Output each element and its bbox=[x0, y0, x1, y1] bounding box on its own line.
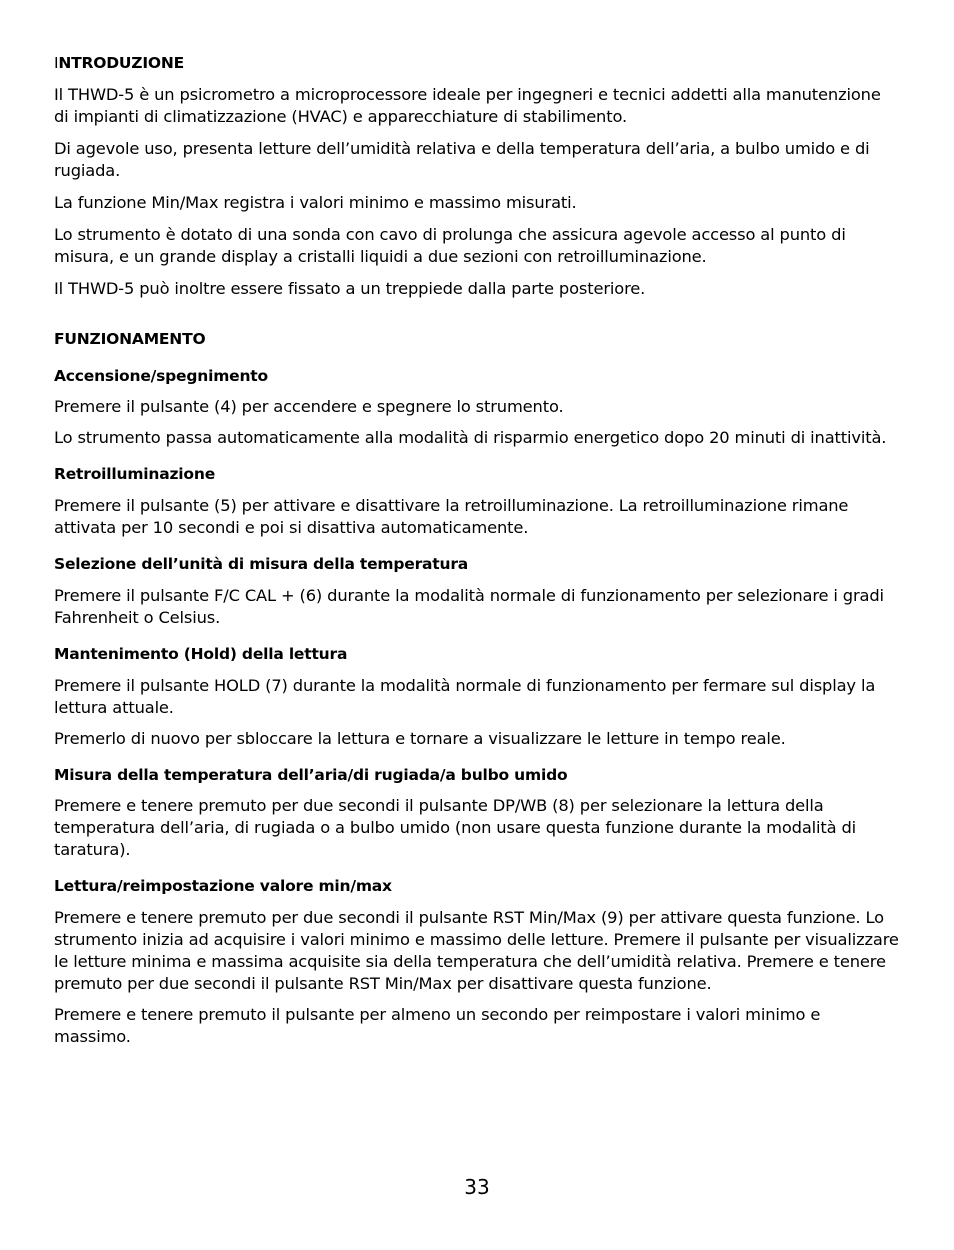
intro-paragraph: Di agevole uso, presenta letture dell’umidità relativa e della temperatura dell’aria, a bulbo umido e di rugiada. bbox=[54, 139, 870, 180]
subsection-paragraph: Premerlo di nuovo per sbloccare la lettura e tornare a visualizzare le letture in tempo reale. bbox=[54, 729, 786, 748]
page-content bbox=[54, 50, 900, 1048]
subsection-title-power: Accensione/spegnimento bbox=[54, 367, 268, 385]
subsection-paragraph: Premere e tenere premuto il pulsante per almeno un secondo per reimpostare i valori minimo e massimo. bbox=[54, 1005, 821, 1046]
page-number: 33 bbox=[464, 1175, 490, 1199]
intro-section bbox=[54, 52, 900, 300]
subsection-paragraph: Premere il pulsante HOLD (7) durante la modalità normale di funzionamento per fermare sul display la lettura attuale. bbox=[54, 676, 876, 717]
intro-paragraph: La funzione Min/Max registra i valori minimo e massimo misurati. bbox=[54, 193, 577, 212]
intro-paragraph: Il THWD-5 può inoltre essere fissato a un treppiede dalla parte posteriore. bbox=[54, 279, 646, 298]
subsection-paragraph: Lo strumento passa automaticamente alla modalità di risparmio energetico dopo 20 minuti di inattività. bbox=[54, 428, 887, 447]
subsection-title-units: Selezione dell’unità di misura della temperatura bbox=[54, 555, 469, 573]
subsection-paragraph: Premere il pulsante F/C CAL + (6) durante la modalità normale di funzionamento per selezionare i gradi Fahrenheit o Celsius. bbox=[54, 586, 884, 627]
subsection-paragraph: Premere e tenere premuto per due secondi il pulsante DP/WB (8) per selezionare la lettura della temperatura dell’aria, di rugiada o a bulbo umido (non usare questa funzione durante la modalità di taratura). bbox=[54, 796, 857, 859]
subsection-paragraph: Premere il pulsante (4) per accendere e spegnere lo strumento. bbox=[54, 397, 564, 416]
operation-heading: FUNZIONAMENTO bbox=[54, 330, 206, 348]
subsection-paragraph: Premere e tenere premuto per due secondi il pulsante RST Min/Max (9) per attivare questa funzione. Lo strumento inizia ad acquisire i valori minimo e massimo delle letture. Premere il pulsante per visualizzare le letture minima e massima acquisite sia della temperatura che dell’umidità relativa. Premere e tenere premuto per due secondi il pulsante RST Min/Max per disattivare questa funzione. bbox=[54, 908, 899, 993]
intro-heading-rest: NTRODUZIONE bbox=[58, 54, 185, 72]
subsection-paragraph: Premere il pulsante (5) per attivare e disattivare la retroilluminazione. La retroilluminazione rimane attivata per 10 secondi e poi si disattiva automaticamente. bbox=[54, 496, 849, 537]
intro-heading bbox=[54, 52, 900, 74]
subsection-title-measurement: Misura della temperatura dell’aria/di rugiada/a bulbo umido bbox=[54, 766, 568, 784]
intro-paragraph: Lo strumento è dotato di una sonda con cavo di prolunga che assicura agevole accesso al punto di misura, e un grande display a cristalli liquidi a due sezioni con retroilluminazione. bbox=[54, 225, 846, 266]
intro-paragraph: Il THWD-5 è un psicrometro a microprocessore ideale per ingegneri e tecnici addetti alla manutenzione di impianti di climatizzazione (HVAC) e apparecchiature di stabilimento. bbox=[54, 85, 881, 126]
subsection-title-backlight: Retroilluminazione bbox=[54, 465, 216, 483]
operation-section bbox=[54, 328, 900, 1048]
subsection-title-hold: Mantenimento (Hold) della lettura bbox=[54, 645, 348, 663]
intro-heading-initial: I bbox=[54, 54, 59, 72]
subsection-title-minmax: Lettura/reimpostazione valore min/max bbox=[54, 877, 392, 895]
